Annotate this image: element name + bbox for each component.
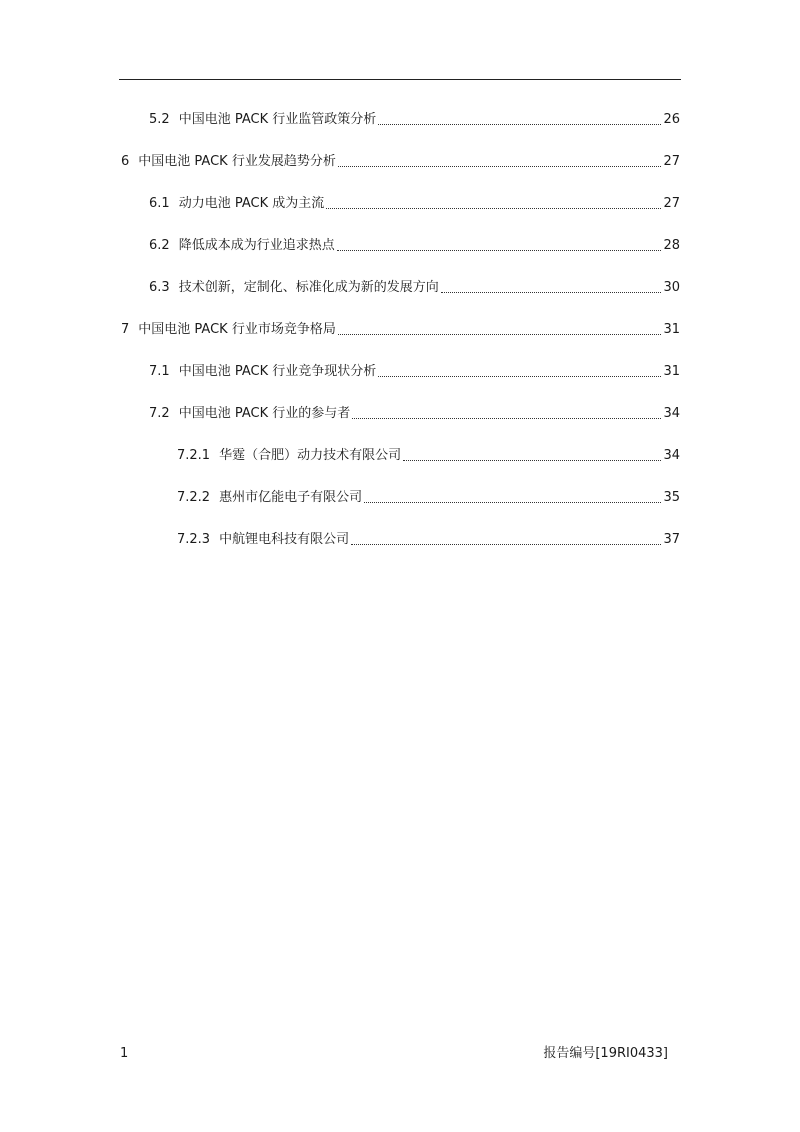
toc-dot-leader [364, 502, 661, 503]
toc-entry-title: 惠州市亿能电子有限公司 [219, 490, 363, 505]
toc-entry-page: 30 [663, 280, 680, 295]
toc-entry-7[interactable] [121, 318, 680, 338]
toc-entry-6-2[interactable] [149, 234, 680, 254]
toc-entry-7-2-1[interactable] [177, 444, 680, 464]
toc-dot-leader [338, 334, 662, 335]
toc-entry-7-1[interactable] [149, 360, 680, 380]
toc-dot-leader [338, 166, 662, 167]
toc-entry-number: 7.2.3 [177, 532, 211, 547]
toc-entry-number: 6 [121, 154, 130, 169]
toc-entry-number: 7 [121, 322, 130, 337]
toc-dot-leader [378, 124, 661, 125]
toc-entry-number: 7.2.2 [177, 490, 211, 505]
toc-entry-page: 26 [663, 112, 680, 127]
header-rule [119, 79, 681, 80]
toc-entry-number: 7.1 [149, 364, 170, 379]
toc-entry-7-2-2[interactable] [177, 486, 680, 506]
toc-entry-page: 27 [663, 196, 680, 211]
toc-entry-page: 35 [663, 490, 680, 505]
toc-entry-number: 5.2 [149, 112, 170, 127]
toc-entry-page: 34 [663, 406, 680, 421]
toc-entry-title: 降低成本成为行业追求热点 [178, 238, 335, 253]
toc-entry-title: 动力电池 PACK 成为主流 [178, 196, 325, 211]
toc-entry-number: 6.2 [149, 238, 170, 253]
toc-entry-5-2[interactable] [149, 108, 680, 128]
toc-entry-title: 中国电池 PACK 行业监管政策分析 [178, 112, 377, 127]
toc-entry-number: 6.3 [149, 280, 170, 295]
toc-entry-title: 技术创新，定制化、标准化成为新的发展方向 [178, 280, 439, 295]
toc-dot-leader [326, 208, 661, 209]
toc-entry-6-1[interactable] [149, 192, 680, 212]
toc-entry-page: 37 [663, 532, 680, 547]
toc-entry-6[interactable] [121, 150, 680, 170]
toc-dot-leader [403, 460, 661, 461]
toc-dot-leader [351, 544, 661, 545]
footer-report-number: 报告编号[19RI0433] [543, 1046, 668, 1061]
toc-entry-page: 31 [663, 322, 680, 337]
toc-entry-number: 7.2.1 [177, 448, 211, 463]
toc-entry-page: 31 [663, 364, 680, 379]
toc-entry-7-2-3[interactable] [177, 528, 680, 548]
toc-entry-title: 中国电池 PACK 行业竞争现状分析 [178, 364, 377, 379]
toc-dot-leader [441, 292, 662, 293]
toc-dot-leader [378, 376, 661, 377]
toc-entry-title: 华霆（合肥）动力技术有限公司 [219, 448, 402, 463]
toc-entry-number: 7.2 [149, 406, 170, 421]
toc-entry-number: 6.1 [149, 196, 170, 211]
toc-entry-page: 34 [663, 448, 680, 463]
toc-dot-leader [337, 250, 662, 251]
toc-entry-title: 中国电池 PACK 行业的参与者 [178, 406, 351, 421]
toc-entry-title: 中国电池 PACK 行业发展趋势分析 [138, 154, 336, 169]
toc-dot-leader [352, 418, 661, 419]
toc-entry-7-2[interactable] [149, 402, 680, 422]
toc-entry-6-3[interactable] [149, 276, 680, 296]
toc-entry-page: 27 [663, 154, 680, 169]
toc-entry-title: 中航锂电科技有限公司 [219, 532, 350, 547]
toc-entry-title: 中国电池 PACK 行业市场竞争格局 [138, 322, 336, 337]
footer-page-number: 1 [120, 1046, 129, 1061]
toc-entry-page: 28 [663, 238, 680, 253]
